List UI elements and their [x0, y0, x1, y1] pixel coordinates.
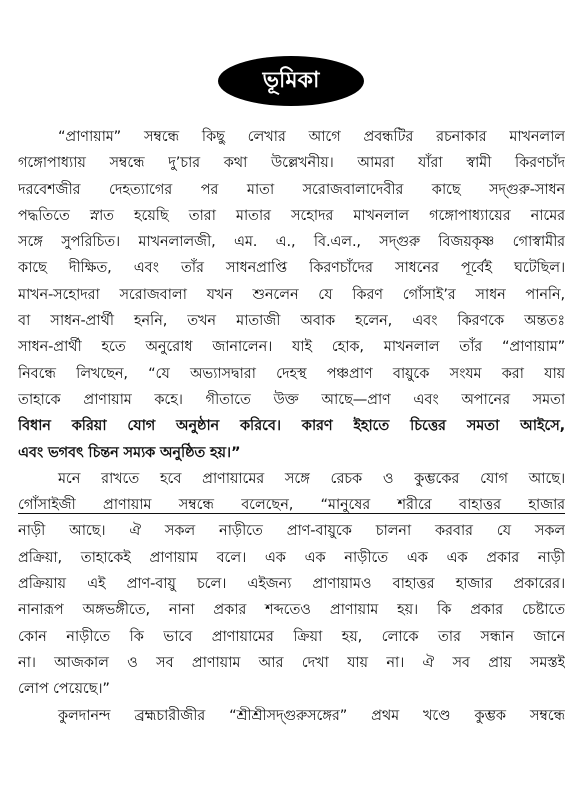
text-line: নিবন্ধে লিখছেন, “যে অভ্যাসদ্বারা দেহস্থ পঞ্চপ্রাণ বায়ুকে সংযম করা যায়: [18, 364, 565, 382]
text-line: দরবেশজীর দেহত্যাগের পর মাতা সরোজবালাদেবীর কাছে সদ্‌গুরু-সাধন: [18, 180, 565, 198]
text-line: প্রক্রিয়া, তাহাকেই প্রাণায়াম বলে। এক এক নাড়ীতে এক এক প্রকার নাড়ী: [18, 548, 565, 566]
page-title: ভূমিকা: [262, 67, 320, 93]
body-text: [18, 124, 565, 729]
text-line: সঙ্গে সুপরিচিত। মাখনলালজী, এম. এ., বি.এল., সদ্‌গুরু বিজয়কৃষ্ণ গোস্বামীর: [18, 233, 565, 251]
text-line: প্রক্রিয়ায় এই প্রাণ-বায়ু চলে। এইজন্য প্রাণায়ামও বাহাত্তর হাজার প্রকারের।: [18, 575, 565, 593]
title-badge: [218, 56, 364, 106]
text-line: বিধান করিয়া যোগ অনুষ্ঠান করিবে। কারণ ইহাতে চিত্তের সমতা আইসে,: [18, 417, 565, 435]
text-line: তাহাকে প্রাণায়াম কহে। গীতাতে উক্ত আছে—প্রাণ এবং অপানের সমতা: [18, 390, 565, 408]
text-line: সাধন-প্রার্থী হতে অনুরোধ জানালেন। যাই হোক, মাখনলাল তাঁর “প্রাণায়াম”: [18, 338, 565, 356]
text-line: লোপ পেয়েছে।”: [18, 680, 110, 698]
text-line: এবং ভগবৎ চিন্তন সম্যক অনুষ্ঠিত হয়।”: [18, 443, 241, 461]
text-line: কোন নাড়ীতে কি ভাবে প্রাণায়ামের ক্রিয়া হয়, লোকে তার সন্ধান জানে: [18, 627, 565, 645]
text-line: গঙ্গোপাধ্যায় সম্বন্ধে দু’চার কথা উল্লেখনীয়। আমরা যাঁরা স্বামী কিরণচাঁদ: [18, 154, 565, 172]
text-line: গোঁসাইজী প্রাণায়াম সম্বন্ধে বলেছেন, “মানুষের শরীরে বাহাত্তর হাজার: [18, 496, 565, 514]
text-line: কুলদানন্দ ব্রহ্মচারীজীর “শ্রীশ্রীসদ্‌গুরুসঙ্গের” প্রথম খণ্ডে কুম্ভক সম্বন্ধে: [58, 706, 565, 724]
text-line: নাড়ী আছে। ঐ সকল নাড়ীতে প্রাণ-বায়ুকে চালনা করবার যে সকল: [18, 522, 565, 540]
text-line: নানারূপ অঙ্গভঙ্গীতে, নানা প্রকার শব্দতেও প্রাণায়াম হয়। কি প্রকার চেষ্টাতে: [18, 601, 565, 619]
text-line: বা সাধন-প্রার্থী হননি, তখন মাতাজী অবাক হলেন, এবং কিরণকে অন্ততঃ: [18, 312, 565, 330]
text-line: না। আজকাল ও সব প্রাণায়াম আর দেখা যায় না। ঐ সব প্রায় সমস্তই: [18, 653, 565, 671]
text-line: মাখন-সহোদরা সরোজবালা যখন শুনলেন যে কিরণ গোঁসাই’র সাধন পাননি,: [18, 285, 565, 303]
text-line: “প্রাণায়াম” সম্বন্ধে কিছু লেখার আগে প্রবন্ধটির রচনাকার মাখনলাল: [58, 128, 565, 145]
text-line: কাছে দীক্ষিত, এবং তাঁর সাধনপ্রাপ্তি কিরণচাঁদের সাধনের পূর্বেই ঘটেছিল।: [18, 259, 565, 277]
text-line: পদ্ধতিতে স্নাত হয়েছি তারা মাতার সহোদর মাখনলাল গঙ্গোপাধ্যায়ের নামের: [18, 206, 565, 224]
text-line: মনে রাখতে হবে প্রাণায়ামের সঙ্গে রেচক ও কুম্ভকের যোগ আছে।: [58, 469, 565, 487]
